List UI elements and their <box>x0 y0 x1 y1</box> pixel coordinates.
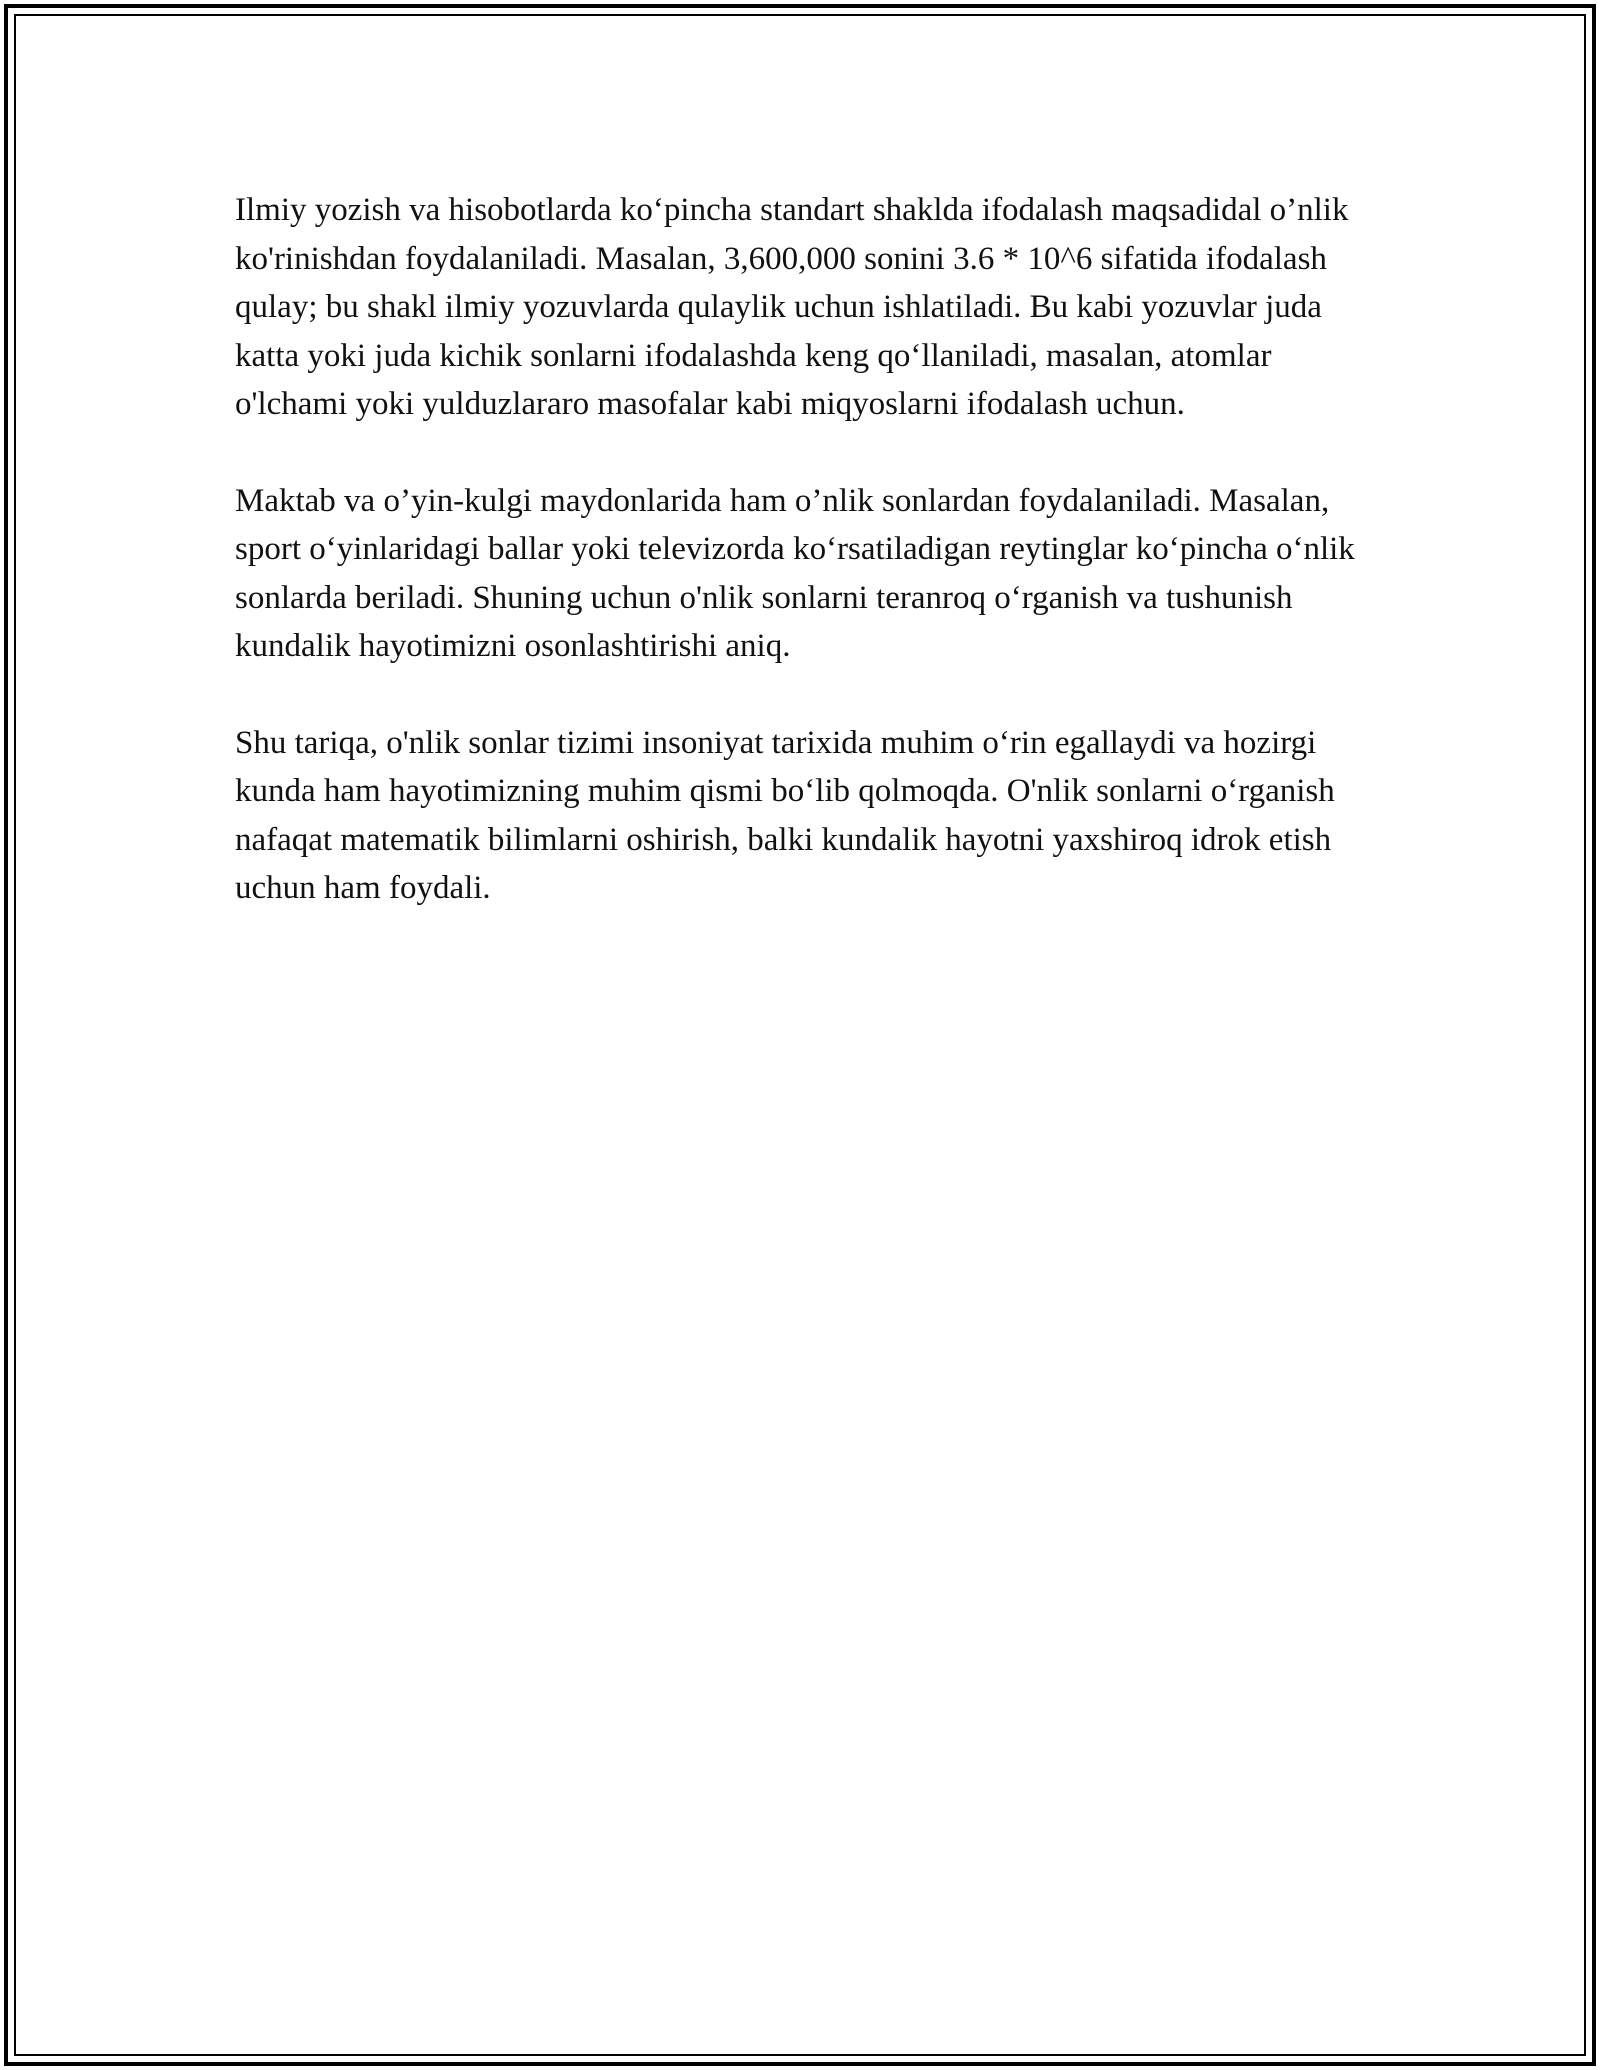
paragraph-1: Ilmiy yozish va hisobotlarda ko‘pincha standart shaklda ifodalash maqsadidal o’nlik ko'rinishdan foydalaniladi. Masalan, 3,600,000 sonini 3.6 * 10^6 sifatida ifodalash qulay; bu shakl ilmiy yozuvlarda qulaylik uchun ishlatiladi. Bu kabi yozuvlar juda katta yoki juda kichik sonlarni ifodalashda keng qo‘llaniladi, masalan, atomlar o'lchami yoki yulduzlararo masofalar kabi miqyoslarni ifodalash uchun. <box>235 192 1349 422</box>
document-body <box>235 186 1370 961</box>
paragraph-3: Shu tariqa, o'nlik sonlar tizimi insoniyat tarixida muhim o‘rin egallaydi va hozirgi kunda ham hayotimizning muhim qismi bo‘lib qolmoqda. O'nlik sonlarni o‘rganish nafaqat matematik bilimlarni oshirish, balki kundalik hayotni yaxshiroq idrok etish uchun ham foydali. <box>235 724 1335 906</box>
paragraph-2: Maktab va o’yin-kulgi maydonlarida ham o’nlik sonlardan foydalaniladi. Masalan, sport o‘yinlaridagi ballar yoki televizorda ko‘rsatiladigan reytinglar ko‘pincha o‘nlik sonlarda beriladi. Shuning uchun o'nlik sonlarni teranroq o‘rganish va tushunish kundalik hayotimizni osonlashtirishi aniq. <box>235 482 1355 664</box>
